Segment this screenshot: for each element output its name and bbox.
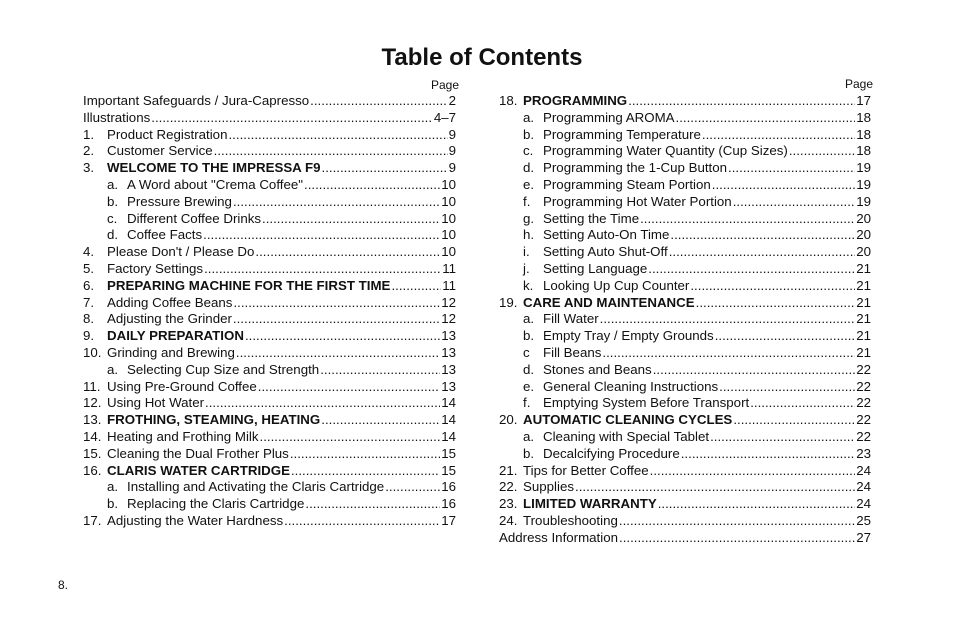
toc-entry-title: A Word about "Crema Coffee" (127, 176, 303, 192)
toc-entry-title: DAILY PREPARATION (107, 328, 244, 344)
toc-entry (83, 345, 456, 362)
toc-entry-title: Setting Language (543, 260, 648, 276)
dot-leader (640, 211, 855, 228)
toc-entry (499, 211, 871, 228)
toc-entry (83, 244, 456, 261)
toc-entry (83, 328, 456, 345)
dot-leader (305, 496, 440, 513)
toc-entry (83, 496, 456, 513)
toc-entry-title: General Cleaning Instructions (543, 378, 719, 394)
page-title: Table of Contents (381, 44, 583, 71)
toc-entry-number: 21. (499, 462, 518, 478)
toc-entry-page: 17 (441, 512, 456, 528)
toc-entry-number: 20. (499, 412, 518, 428)
toc-entry-title: Adjusting the Grinder (107, 311, 232, 327)
toc-entry-number: c. (523, 143, 534, 159)
toc-entry-number: 14. (83, 428, 102, 444)
right-page-column-header: Page (845, 77, 874, 91)
toc-entry-title: Decalcifying Procedure (543, 445, 680, 461)
toc-entry-page: 14 (441, 395, 456, 411)
dot-leader (233, 311, 440, 328)
dot-leader (650, 463, 856, 480)
toc-entry (83, 278, 456, 295)
toc-entry (499, 127, 871, 144)
toc-entry-page: 21 (856, 260, 871, 276)
toc-entry-title: Different Coffee Drinks (127, 210, 262, 226)
toc-entry-page: 9 (448, 143, 456, 159)
toc-entry-title: Adding Coffee Beans (107, 294, 233, 310)
dot-leader (205, 395, 440, 412)
dot-leader (310, 93, 447, 110)
toc-entry-number: 9. (83, 328, 95, 344)
toc-entry-page: 22 (856, 395, 871, 411)
toc-entry-title: Product Registration (107, 126, 228, 142)
toc-entry-number: a. (107, 176, 119, 192)
dot-leader (728, 160, 855, 177)
toc-entry-page: 15 (441, 462, 456, 478)
toc-entry-number: g. (523, 210, 535, 226)
dot-leader (245, 328, 440, 345)
toc-entry-page: 21 (856, 311, 871, 327)
toc-entry (83, 379, 456, 396)
toc-entry (83, 463, 456, 480)
toc-entry (83, 295, 456, 312)
dot-leader (262, 211, 440, 228)
toc-entry-number: 24. (499, 512, 518, 528)
dot-leader (322, 160, 448, 177)
toc-entry-number: 7. (83, 294, 95, 310)
toc-entry-page: 9 (448, 126, 456, 142)
toc-entry (499, 311, 871, 328)
toc-entry-page: 14 (441, 412, 456, 428)
toc-entry-number: 8. (83, 311, 95, 327)
toc-entry (83, 261, 456, 278)
toc-entry-number: b. (523, 328, 535, 344)
toc-entry-title: Address Information (499, 529, 618, 545)
toc-entry-number: d. (523, 361, 535, 377)
toc-entry (499, 479, 871, 496)
dot-leader (669, 244, 856, 261)
toc-entry (499, 194, 871, 211)
toc-entry-page: 24 (856, 496, 871, 512)
toc-entry-page: 19 (856, 160, 871, 176)
toc-entry-title: Stones and Beans (543, 361, 652, 377)
toc-entry-page: 12 (441, 311, 456, 327)
toc-entry-page: 10 (441, 227, 456, 243)
toc-entry-number: a. (523, 428, 535, 444)
toc-entry-number: 15. (83, 445, 102, 461)
toc-entry-page: 16 (441, 479, 456, 495)
toc-entry (499, 110, 871, 127)
toc-entry-page: 20 (856, 210, 871, 226)
toc-entry-title: Supplies (523, 479, 575, 495)
toc-entry-page: 18 (856, 109, 871, 125)
toc-entry (83, 429, 456, 446)
toc-right-column (499, 93, 871, 547)
toc-entry-title: Using Hot Water (107, 395, 205, 411)
toc-entry-title: Factory Settings (107, 260, 204, 276)
toc-entry-number: 5. (83, 260, 95, 276)
dot-leader (320, 362, 440, 379)
toc-entry-title: Cleaning the Dual Frother Plus (107, 445, 289, 461)
toc-entry-number: i. (523, 244, 530, 260)
toc-entry-title: Programming Temperature (543, 126, 701, 142)
toc-entry-number: h. (523, 227, 535, 243)
toc-entry-page: 18 (856, 143, 871, 159)
toc-entry (499, 93, 871, 110)
toc-entry-page: 22 (856, 378, 871, 394)
toc-entry-title: Empty Tray / Empty Grounds (543, 328, 714, 344)
toc-entry-number: f. (523, 193, 531, 209)
toc-entry-page: 17 (856, 93, 871, 108)
toc-entry-title: Tips for Better Coffee (523, 462, 649, 478)
toc-entry-number: 10. (83, 344, 102, 360)
toc-entry (499, 463, 871, 480)
toc-entry (83, 160, 456, 177)
toc-entry (83, 362, 456, 379)
toc-entry (83, 513, 456, 530)
toc-entry-title: Grinding and Brewing (107, 344, 235, 360)
toc-entry-page: 22 (856, 412, 871, 428)
toc-entry-number: 4. (83, 244, 95, 260)
dot-leader (681, 446, 855, 463)
toc-entry-number: a. (523, 311, 535, 327)
toc-entry-title: Important Safeguards / Jura-Capresso (83, 93, 310, 108)
toc-entry-number: 12. (83, 395, 102, 411)
toc-entry (83, 93, 456, 110)
toc-entry (83, 211, 456, 228)
toc-left-column (83, 93, 456, 530)
toc-entry-number: 19. (499, 294, 518, 310)
toc-entry-page: 15 (441, 445, 456, 461)
toc-entry-title: Looking Up Cup Counter (543, 277, 690, 293)
toc-entry-number: 13. (83, 412, 102, 428)
toc-entry-number: b. (107, 496, 119, 512)
toc-entry-page: 27 (856, 529, 871, 545)
toc-entry-page: 18 (856, 126, 871, 142)
dot-leader (233, 194, 440, 211)
toc-entry (499, 496, 871, 513)
toc-entry (83, 110, 456, 127)
toc-entry (499, 429, 871, 446)
toc-entry (499, 379, 871, 396)
toc-entry (499, 227, 871, 244)
toc-entry-title: PROGRAMMING (523, 93, 628, 108)
toc-entry-title: AUTOMATIC CLEANING CYCLES (523, 412, 733, 428)
dot-leader (676, 110, 856, 127)
dot-leader (750, 395, 855, 412)
toc-entry-page: 21 (856, 277, 871, 293)
toc-entry-title: Troubleshooting (523, 512, 618, 528)
toc-entry (499, 345, 871, 362)
toc-entry-page: 10 (441, 210, 456, 226)
toc-entry-page: 14 (441, 428, 456, 444)
toc-entry (499, 143, 871, 160)
toc-entry (83, 227, 456, 244)
toc-entry-title: Selecting Cup Size and Strength (127, 361, 320, 377)
dot-leader (658, 496, 856, 513)
toc-entry-number: b. (107, 193, 119, 209)
toc-entry-number: 6. (83, 277, 95, 293)
toc-entry-title: Installing and Activating the Claris Cartridge (127, 479, 385, 495)
toc-entry (499, 446, 871, 463)
toc-entry-title: Programming the 1-Cup Button (543, 160, 728, 176)
dot-leader (702, 127, 855, 144)
toc-entry (83, 395, 456, 412)
dot-leader (385, 479, 440, 496)
toc-entry-page: 24 (856, 462, 871, 478)
left-page-column-header: Page (431, 78, 460, 92)
toc-entry-title: Programming Water Quantity (Cup Sizes) (543, 143, 788, 159)
dot-leader (290, 446, 440, 463)
toc-entry (499, 362, 871, 379)
dot-leader (575, 479, 855, 496)
toc-entry-title: Cleaning with Special Tablet (543, 428, 710, 444)
toc-entry-title: PREPARING MACHINE FOR THE FIRST TIME (107, 277, 391, 293)
toc-entry-number: a. (523, 109, 535, 125)
toc-entry-page: 19 (856, 193, 871, 209)
page-number-footer: 8. (58, 578, 69, 592)
toc-entry-title: Setting the Time (543, 210, 640, 226)
toc-entry (83, 194, 456, 211)
toc-entry-number: 2. (83, 143, 95, 159)
dot-leader (258, 379, 440, 396)
toc-entry-page: 21 (856, 294, 871, 310)
toc-entry-title: FROTHING, STEAMING, HEATING (107, 412, 321, 428)
toc-entry-title: Please Don't / Please Do (107, 244, 255, 260)
dot-leader (214, 143, 448, 160)
dot-leader (648, 261, 855, 278)
dot-leader (789, 143, 855, 160)
toc-entry-title: Coffee Facts (127, 227, 203, 243)
toc-entry-number: c (523, 344, 530, 360)
toc-entry-title: Setting Auto Shut-Off (543, 244, 668, 260)
toc-entry-title: Pressure Brewing (127, 193, 232, 209)
toc-entry-page: 24 (856, 479, 871, 495)
toc-entry-page: 11 (442, 277, 456, 293)
dot-leader (233, 295, 440, 312)
toc-entry (83, 311, 456, 328)
toc-entry (499, 412, 871, 429)
toc-entry-title: Fill Beans (543, 344, 602, 360)
toc-entry-page: 10 (441, 193, 456, 209)
toc-entry-number: b. (523, 126, 535, 142)
toc-entry-page: 22 (856, 428, 871, 444)
toc-entry-number: 16. (83, 462, 102, 478)
dot-leader (304, 177, 440, 194)
toc-entry-title: CARE AND MAINTENANCE (523, 294, 695, 310)
dot-leader (151, 110, 433, 127)
dot-leader (321, 412, 440, 429)
toc-entry-page: 12 (441, 294, 456, 310)
toc-entry-number: 22. (499, 479, 518, 495)
toc-entry (499, 513, 871, 530)
toc-entry-page: 23 (856, 445, 871, 461)
toc-entry (83, 143, 456, 160)
toc-entry (499, 395, 871, 412)
toc-entry-title: LIMITED WARRANTY (523, 496, 657, 512)
toc-entry-page: 13 (441, 378, 456, 394)
toc-entry-page: 10 (441, 244, 456, 260)
dot-leader (710, 429, 855, 446)
toc-entry-number: e. (523, 378, 535, 394)
toc-entry (499, 530, 871, 547)
toc-entry (499, 160, 871, 177)
toc-entry-page: 2 (448, 93, 456, 108)
toc-entry-page: 13 (441, 328, 456, 344)
toc-entry-number: 17. (83, 512, 102, 528)
toc-entry-title: Using Pre-Ground Coffee (107, 378, 257, 394)
dot-leader (255, 244, 440, 261)
toc-entry-page: 10 (441, 176, 456, 192)
dot-leader (391, 278, 441, 295)
toc-entry (499, 244, 871, 261)
toc-entry (499, 177, 871, 194)
toc-entry-page: 20 (856, 227, 871, 243)
toc-entry-title: Adjusting the Water Hardness (107, 512, 284, 528)
toc-entry-number: b. (523, 445, 535, 461)
toc-entry-title: Programming Hot Water Portion (543, 193, 732, 209)
dot-leader (203, 227, 440, 244)
toc-entry-number: 18. (499, 93, 518, 108)
toc-entry-page: 4–7 (433, 109, 456, 125)
toc-entry-title: CLARIS WATER CARTRIDGE (107, 462, 290, 478)
dot-leader (619, 530, 855, 547)
toc-entry-title: Replacing the Claris Cartridge (127, 496, 305, 512)
dot-leader (690, 278, 855, 295)
dot-leader (284, 513, 440, 530)
toc-entry-title: Customer Service (107, 143, 213, 159)
toc-entry-page: 21 (856, 328, 871, 344)
toc-entry-page: 22 (856, 361, 871, 377)
toc-entry-number: k. (523, 277, 534, 293)
toc-entry-page: 13 (441, 344, 456, 360)
toc-entry-number: a. (107, 479, 119, 495)
toc-entry-number: c. (107, 210, 118, 226)
toc-entry-title: WELCOME TO THE IMPRESSA F9 (107, 160, 321, 176)
toc-entry-number: 11. (83, 378, 101, 394)
toc-entry-title: Programming AROMA (543, 109, 675, 125)
toc-entry (83, 446, 456, 463)
toc-entry-page: 13 (441, 361, 456, 377)
dot-leader (696, 295, 856, 312)
toc-entry-title: Programming Steam Portion (543, 176, 711, 192)
toc-entry (83, 177, 456, 194)
toc-entry-page: 16 (441, 496, 456, 512)
toc-entry (499, 261, 871, 278)
dot-leader (260, 429, 441, 446)
toc-entry-page: 21 (856, 344, 871, 360)
dot-leader (670, 227, 855, 244)
toc-entry-number: e. (523, 176, 535, 192)
dot-leader (619, 513, 855, 530)
toc-entry-page: 11 (442, 260, 456, 276)
toc-entry-number: j. (523, 260, 530, 276)
toc-entry-number: d. (107, 227, 119, 243)
toc-entry-title: Emptying System Before Transport (543, 395, 750, 411)
toc-entry (83, 479, 456, 496)
toc-entry-number: 3. (83, 160, 95, 176)
toc-entry (499, 278, 871, 295)
dot-leader (600, 311, 856, 328)
toc-entry-page: 20 (856, 244, 871, 260)
toc-entry-number: a. (107, 361, 119, 377)
toc-entry-page: 9 (448, 160, 456, 176)
toc-entry-title: Setting Auto-On Time (543, 227, 670, 243)
toc-entry-title: Heating and Frothing Milk (107, 428, 259, 444)
dot-leader (228, 127, 447, 144)
dot-leader (715, 328, 856, 345)
dot-leader (628, 93, 855, 110)
toc-entry-title: Illustrations (83, 109, 151, 125)
toc-entry-number: d. (523, 160, 535, 176)
dot-leader (712, 177, 855, 194)
toc-entry-number: 1. (83, 126, 95, 142)
toc-entry (83, 127, 456, 144)
toc-entry (499, 295, 871, 312)
dot-leader (602, 345, 855, 362)
dot-leader (719, 379, 855, 396)
toc-entry-number: f. (523, 395, 531, 411)
toc-entry-title: Fill Water (543, 311, 599, 327)
dot-leader (733, 412, 855, 429)
toc-entry-number: 23. (499, 496, 518, 512)
toc-entry-page: 25 (856, 512, 871, 528)
dot-leader (204, 261, 441, 278)
dot-leader (733, 194, 856, 211)
toc-entry (83, 412, 456, 429)
dot-leader (291, 463, 440, 480)
toc-entry-page: 19 (856, 176, 871, 192)
toc-entry (499, 328, 871, 345)
dot-leader (236, 345, 440, 362)
dot-leader (653, 362, 856, 379)
